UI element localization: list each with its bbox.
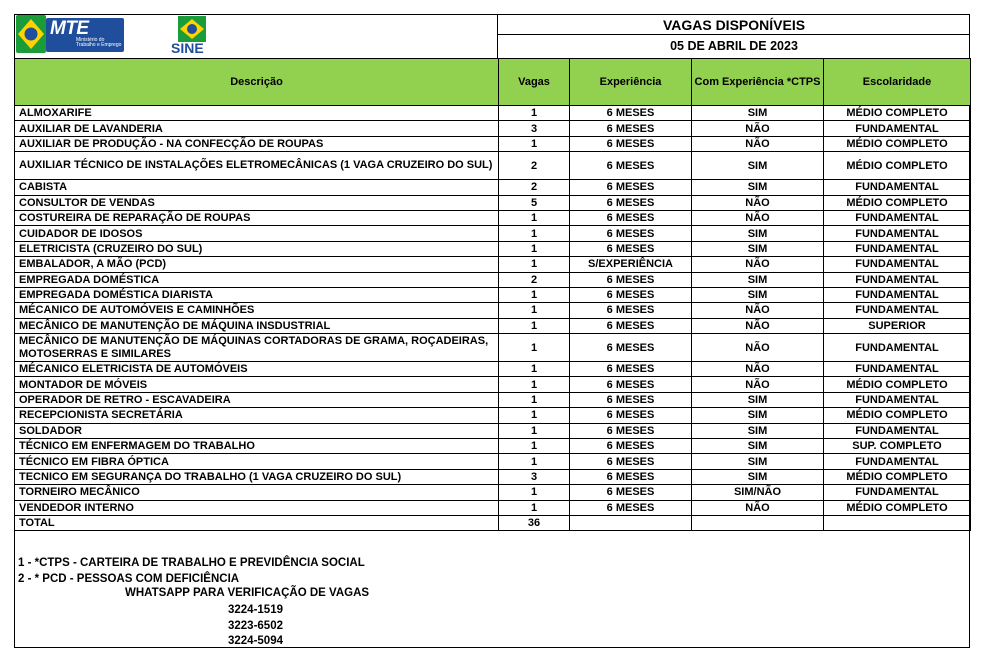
vacancies-cell: 1 — [499, 485, 570, 500]
education-cell: MÉDIO COMPLETO — [824, 377, 971, 392]
table-row — [15, 362, 971, 377]
job-description-cell: TÉCNICO EM ENFERMAGEM DO TRABALHO — [15, 439, 499, 454]
table-row — [15, 226, 971, 241]
job-description-cell: MONTADOR DE MÓVEIS — [15, 377, 499, 392]
ctps-cell: NÃO — [692, 362, 824, 377]
job-description-cell: RECEPCIONISTA SECRETÁRIA — [15, 408, 499, 423]
experience-cell: 6 MESES — [570, 318, 692, 333]
table-row — [15, 408, 971, 423]
ctps-cell: NÃO — [692, 334, 824, 362]
phone-number: 3224-5094 — [228, 635, 283, 647]
job-description-cell: VENDEDOR INTERNO — [15, 500, 499, 515]
job-description-cell: TORNEIRO MECÂNICO — [15, 485, 499, 500]
vacancies-cell: 3 — [499, 469, 570, 484]
ctps-cell — [692, 515, 824, 530]
job-description-cell: TECNICO EM SEGURANÇA DO TRABALHO (1 VAGA CRUZEIRO DO SUL) — [15, 469, 499, 484]
vacancies-cell: 1 — [499, 392, 570, 407]
brazil-flag-icon — [16, 15, 46, 53]
table-row — [15, 195, 971, 210]
table-row — [15, 485, 971, 500]
table-row — [15, 121, 971, 136]
mte-logo-text: MTE — [50, 18, 89, 39]
ctps-cell: SIM — [692, 241, 824, 256]
vacancies-cell: 1 — [499, 287, 570, 302]
table-row — [15, 454, 971, 469]
vacancies-cell: 1 — [499, 439, 570, 454]
experience-cell: 6 MESES — [570, 152, 692, 180]
vacancies-cell: 1 — [499, 454, 570, 469]
footnote: 2 - * PCD - PESSOAS COM DEFICIÊNCIA — [18, 572, 240, 585]
table-row — [15, 423, 971, 438]
vacancies-cell: 1 — [499, 318, 570, 333]
vacancies-cell: 1 — [499, 210, 570, 225]
job-description-cell: CABISTA — [15, 180, 499, 195]
vacancies-cell: 2 — [499, 152, 570, 180]
job-description-cell: CUIDADOR DE IDOSOS — [15, 226, 499, 241]
phone-number: 3224-1519 — [228, 604, 283, 616]
ctps-cell: NÃO — [692, 136, 824, 151]
education-cell: FUNDAMENTAL — [824, 272, 971, 287]
job-description-cell: TÉCNICO EM FIBRA ÓPTICA — [15, 454, 499, 469]
page-title: VAGAS DISPONÍVEIS — [498, 15, 970, 35]
experience-cell: 6 MESES — [570, 106, 692, 121]
experience-cell: 6 MESES — [570, 423, 692, 438]
vacancies-cell: 1 — [499, 106, 570, 121]
page-date: 05 DE ABRIL DE 2023 — [670, 39, 798, 53]
table-row — [15, 392, 971, 407]
table-row — [15, 152, 971, 180]
sine-logo-text: SINE — [171, 40, 204, 56]
table-row — [15, 334, 971, 362]
experience-cell: 6 MESES — [570, 303, 692, 318]
footnote: 1 - *CTPS - CARTEIRA DE TRABALHO E PREVIDÊNCIA SOCIAL — [18, 557, 365, 569]
education-cell: FUNDAMENTAL — [824, 334, 971, 362]
ctps-cell: SIM — [692, 152, 824, 180]
experience-cell: 6 MESES — [570, 454, 692, 469]
education-cell: MÉDIO COMPLETO — [824, 106, 971, 121]
experience-cell: 6 MESES — [570, 241, 692, 256]
vacancies-cell: 1 — [499, 241, 570, 256]
vacancies-cell: 1 — [499, 362, 570, 377]
job-description-cell: EMBALADOR, A MÃO (PCD) — [15, 257, 499, 272]
table-row — [15, 500, 971, 515]
column-header-education: Escolaridade — [824, 59, 971, 106]
vacancies-table — [14, 58, 971, 531]
experience-cell: 6 MESES — [570, 272, 692, 287]
experience-cell: S/EXPERIÊNCIA — [570, 257, 692, 272]
job-description-cell: AUXILIAR DE LAVANDERIA — [15, 121, 499, 136]
job-description-cell: MECÂNICO DE MANUTENÇÃO DE MÁQUINA INSDUSTRIAL — [15, 318, 499, 333]
column-header-ctps: Com Experiência *CTPS — [692, 59, 824, 106]
table-row — [15, 272, 971, 287]
experience-cell: 6 MESES — [570, 500, 692, 515]
experience-cell: 6 MESES — [570, 408, 692, 423]
table-row — [15, 210, 971, 225]
column-header-description: Descrição — [15, 59, 499, 106]
education-cell: SUPERIOR — [824, 318, 971, 333]
table-row — [15, 303, 971, 318]
job-description-cell: ELETRICISTA (CRUZEIRO DO SUL) — [15, 241, 499, 256]
ctps-cell: SIM — [692, 180, 824, 195]
education-cell: FUNDAMENTAL — [824, 303, 971, 318]
ctps-cell: SIM/NÃO — [692, 485, 824, 500]
job-description-cell: MÉCANICO ELETRICISTA DE AUTOMÓVEIS — [15, 362, 499, 377]
job-description-cell: OPERADOR DE RETRO - ESCAVADEIRA — [15, 392, 499, 407]
column-header-experience: Experiência — [570, 59, 692, 106]
experience-cell: 6 MESES — [570, 469, 692, 484]
table-row — [15, 257, 971, 272]
vacancies-cell: 1 — [499, 257, 570, 272]
education-cell: MÉDIO COMPLETO — [824, 469, 971, 484]
vacancies-cell: 1 — [499, 136, 570, 151]
vacancies-cell: 1 — [499, 500, 570, 515]
whatsapp-label: WHATSAPP PARA VERIFICAÇÃO DE VAGAS — [125, 587, 370, 599]
experience-cell: 6 MESES — [570, 180, 692, 195]
experience-cell: 6 MESES — [570, 136, 692, 151]
education-cell: FUNDAMENTAL — [824, 180, 971, 195]
job-description-cell: EMPREGADA DOMÉSTICA — [15, 272, 499, 287]
experience-cell: 6 MESES — [570, 334, 692, 362]
total-row — [15, 515, 971, 530]
mte-logo-subtitle: Ministério do Trabalho e Emprego — [76, 37, 122, 48]
job-description-cell: TOTAL — [15, 515, 499, 530]
vacancies-cell: 1 — [499, 377, 570, 392]
education-cell: MÉDIO COMPLETO — [824, 195, 971, 210]
job-description-cell: MÉCANICO DE AUTOMÓVEIS E CAMINHÕES — [15, 303, 499, 318]
ctps-cell: NÃO — [692, 303, 824, 318]
vacancies-cell: 1 — [499, 226, 570, 241]
job-description-cell: COSTUREIRA DE REPARAÇÃO DE ROUPAS — [15, 210, 499, 225]
table-row — [15, 136, 971, 151]
education-cell: MÉDIO COMPLETO — [824, 152, 971, 180]
ctps-cell: NÃO — [692, 121, 824, 136]
ctps-cell: NÃO — [692, 318, 824, 333]
ctps-cell: SIM — [692, 106, 824, 121]
table-header-row — [15, 59, 971, 106]
experience-cell: 6 MESES — [570, 121, 692, 136]
education-cell: MÉDIO COMPLETO — [824, 136, 971, 151]
job-description-cell: SOLDADOR — [15, 423, 499, 438]
experience-cell: 6 MESES — [570, 485, 692, 500]
ctps-cell: SIM — [692, 272, 824, 287]
education-cell: MÉDIO COMPLETO — [824, 408, 971, 423]
vacancies-cell: 1 — [499, 334, 570, 362]
ctps-cell: SIM — [692, 408, 824, 423]
education-cell: FUNDAMENTAL — [824, 392, 971, 407]
table-row — [15, 318, 971, 333]
experience-cell — [570, 515, 692, 530]
ctps-cell: SIM — [692, 287, 824, 302]
ctps-cell: NÃO — [692, 195, 824, 210]
education-cell: FUNDAMENTAL — [824, 485, 971, 500]
vacancies-cell: 1 — [499, 303, 570, 318]
table-row — [15, 469, 971, 484]
experience-cell: 6 MESES — [570, 195, 692, 210]
phone-number: 3223-6502 — [228, 619, 283, 632]
education-cell: FUNDAMENTAL — [824, 210, 971, 225]
job-description-cell: ALMOXARIFE — [15, 106, 499, 121]
education-cell: FUNDAMENTAL — [824, 454, 971, 469]
vacancies-cell: 2 — [499, 180, 570, 195]
table-row — [15, 287, 971, 302]
footnotes — [18, 556, 365, 587]
experience-cell: 6 MESES — [570, 210, 692, 225]
vacancies-cell: 3 — [499, 121, 570, 136]
education-cell: FUNDAMENTAL — [824, 241, 971, 256]
education-cell: FUNDAMENTAL — [824, 362, 971, 377]
vacancies-cell: 1 — [499, 408, 570, 423]
experience-cell: 6 MESES — [570, 287, 692, 302]
vacancies-cell: 1 — [499, 423, 570, 438]
education-cell: FUNDAMENTAL — [824, 121, 971, 136]
ctps-cell: NÃO — [692, 257, 824, 272]
vacancies-cell: 5 — [499, 195, 570, 210]
education-cell: FUNDAMENTAL — [824, 257, 971, 272]
ctps-cell: SIM — [692, 469, 824, 484]
experience-cell: 6 MESES — [570, 362, 692, 377]
vacancies-cell: 36 — [499, 515, 570, 530]
experience-cell: 6 MESES — [570, 392, 692, 407]
education-cell: FUNDAMENTAL — [824, 423, 971, 438]
experience-cell: 6 MESES — [570, 377, 692, 392]
experience-cell: 6 MESES — [570, 439, 692, 454]
ctps-cell: SIM — [692, 439, 824, 454]
ctps-cell: NÃO — [692, 500, 824, 515]
table-row — [15, 180, 971, 195]
ctps-cell: SIM — [692, 423, 824, 438]
job-description-cell: AUXILIAR DE PRODUÇÃO - NA CONFECÇÃO DE ROUPAS — [15, 136, 499, 151]
job-description-cell: CONSULTOR DE VENDAS — [15, 195, 499, 210]
education-cell: MÉDIO COMPLETO — [824, 500, 971, 515]
education-cell — [824, 515, 971, 530]
education-cell: FUNDAMENTAL — [824, 287, 971, 302]
ctps-cell: SIM — [692, 226, 824, 241]
phone-list — [228, 603, 283, 650]
education-cell: SUP. COMPLETO — [824, 439, 971, 454]
experience-cell: 6 MESES — [570, 226, 692, 241]
education-cell: FUNDAMENTAL — [824, 226, 971, 241]
table-row — [15, 106, 971, 121]
table-row — [15, 377, 971, 392]
column-header-vacancies: Vagas — [499, 59, 570, 106]
ctps-cell: SIM — [692, 454, 824, 469]
job-description-cell: AUXILIAR TÉCNICO DE INSTALAÇÕES ELETROMECÂNICAS (1 VAGA CRUZEIRO DO SUL) — [15, 152, 499, 180]
job-description-cell: MECÂNICO DE MANUTENÇÃO DE MÁQUINAS CORTADORAS DE GRAMA, ROÇADEIRAS, MOTOSERRAS E SIMILARES — [15, 334, 499, 362]
ctps-cell: NÃO — [692, 377, 824, 392]
job-description-cell: EMPREGADA DOMÉSTICA DIARISTA — [15, 287, 499, 302]
sine-flag-icon — [178, 16, 206, 42]
ctps-cell: SIM — [692, 392, 824, 407]
table-row — [15, 439, 971, 454]
ctps-cell: NÃO — [692, 210, 824, 225]
table-row — [15, 241, 971, 256]
vacancies-cell: 2 — [499, 272, 570, 287]
